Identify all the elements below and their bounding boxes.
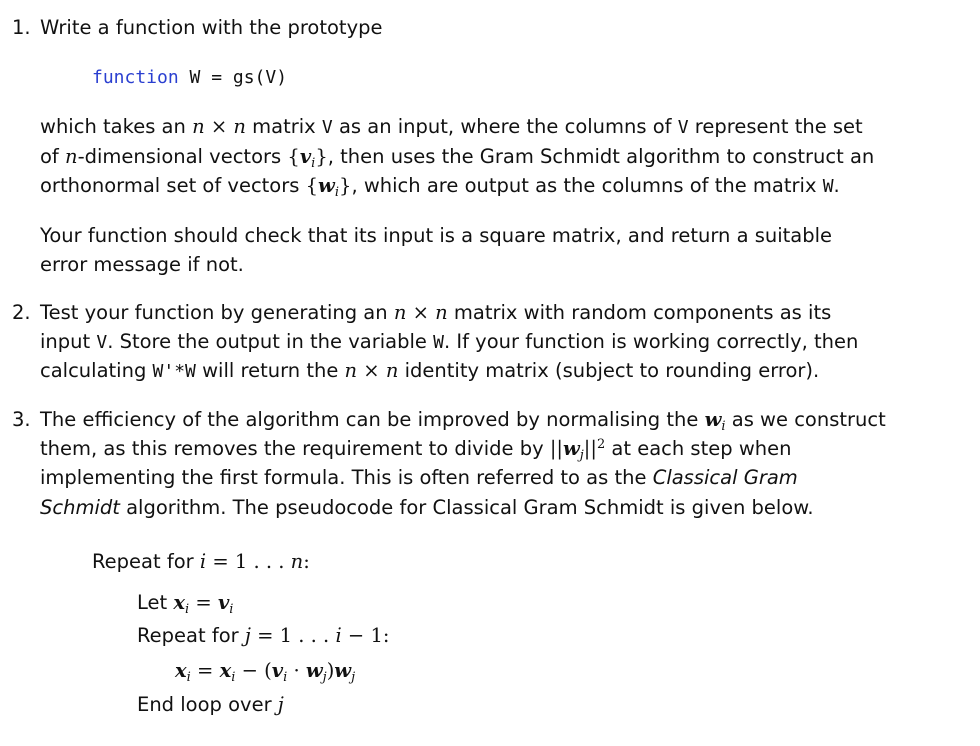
item-1-paragraph-line-1: which takes an n × n matrix V as an input, where the columns of V represent the set xyxy=(40,115,863,138)
pseudocode-repeat-i: Repeat for i = 1 . . . n: xyxy=(92,550,310,573)
item-1-paragraph-line-2: of n-dimensional vectors $\{v_i\}$, then uses the Gram Schmidt algorithm to construct an xyxy=(40,145,875,171)
pseudocode-let: Let $x_i = v_i$ xyxy=(137,591,234,617)
item-3-line-3: implementing the first formula. This is often referred to as the Classical Gram xyxy=(40,466,798,489)
pseudocode-repeat-j: Repeat for j = 1 . . . i − 1: xyxy=(137,624,390,647)
item-1-check-line-1: Your function should check that its input is a square matrix, and return a suitable xyxy=(40,224,833,247)
pseudocode-end-loop: End loop over j xyxy=(137,693,284,716)
item-3-line-1: The efficiency of the algorithm can be improved by normalising the $w_i$ as we construct xyxy=(40,408,886,434)
pseudocode-update-formula: $x_i = x_i - (v_i \cdot w_j)w_j$ xyxy=(175,659,356,685)
item-1-check-line-2: error message if not. xyxy=(40,253,244,276)
item-3-line-4: Schmidt algorithm. The pseudocode for Classical Gram Schmidt is given below. xyxy=(40,496,814,519)
function-prototype-code xyxy=(92,66,287,90)
item-1-intro: Write a function with the prototype xyxy=(40,16,383,39)
item-2-number: 2. xyxy=(12,301,31,324)
item-2-line-3: calculating W'*W will return the n × n identity matrix (subject to rounding error). xyxy=(40,359,820,382)
item-2-line-2: input V. Store the output in the variable W. If your function is working correctly, then xyxy=(40,330,859,353)
code-signature: W = gs(V) xyxy=(178,67,288,88)
item-1-paragraph-line-3: orthonormal set of vectors $\{w_i\}$, which are output as the columns of the matrix W. xyxy=(40,174,840,200)
item-2-line-1: Test your function by generating an n × n matrix with random components as its xyxy=(40,301,832,324)
code-keyword: function xyxy=(92,67,179,88)
item-1-number: 1. xyxy=(12,16,31,39)
item-3-number: 3. xyxy=(12,408,31,431)
item-3-line-2: them, as this removes the requirement to divide by $||w_j||^2$ at each step when xyxy=(40,437,792,463)
